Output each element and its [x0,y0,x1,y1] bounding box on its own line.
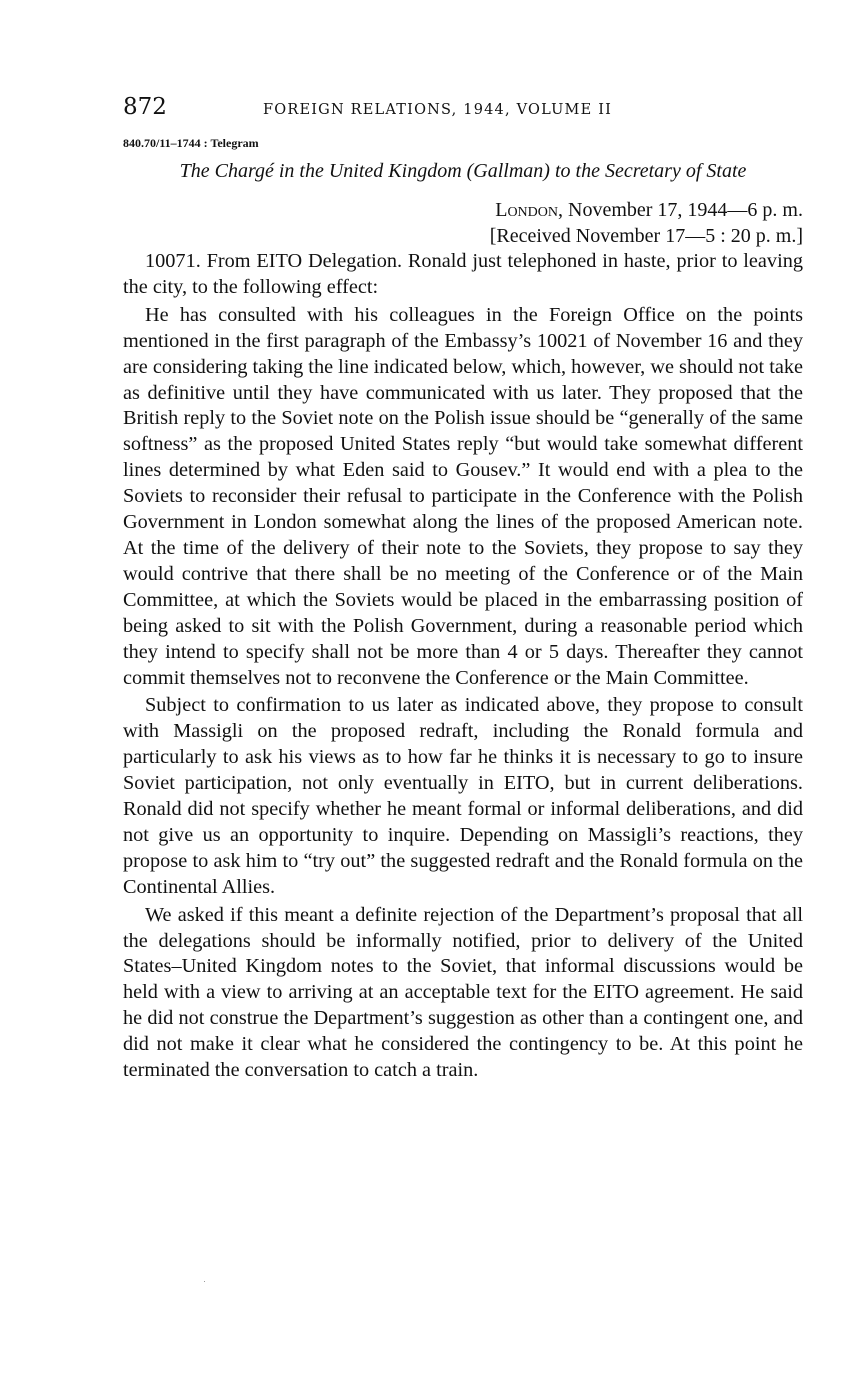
page-number: 872 [123,94,167,120]
paragraph: 10071. From EITO Delegation. Ronald just telephoned in haste, prior to leaving the city, to the following effect: [123,250,803,298]
dateline [123,197,803,249]
scan-speck [204,1281,205,1282]
document-title: The Chargé in the United Kingdom (Gallman) to the Secretary of State [179,160,747,182]
paragraph: He has consulted with his colleagues in the Foreign Office on the points mentioned in the first paragraph of the Embassy’s 10021 of November 16 and they are considering taking the line indicated below, which, however, we should not take as definitive until they have communicated with us later. They proposed that the British reply to the Soviet note on the Polish issue should be “generally of the same softness” as the proposed United States reply “but would take somewhat different lines determined by what Eden said to Gousev.” It would end with a plea to the Soviets to reconsider their refusal to participate in the Conference with the Polish Government in London somewhat along the lines of the proposed American note. At the time of the delivery of their note to the Soviets, they propose to say they would contrive that there shall be no meeting of the Conference or of the Main Committee, at which the Soviets would be placed in the embarrassing position of being asked to sit with the Polish Government, during a reasonable period which they intend to specify shall not be more than 4 or 5 days. Thereafter they cannot commit themselves not to reconvene the Conference or the Main Committee. [123,303,803,689]
dateline-received: [Received November 17—5 : 20 p. m.] [489,225,803,247]
page-content [123,94,803,1084]
paragraph: We asked if this meant a definite rejection of the Department’s proposal that all the delegations should be informally notified, prior to delivery of the United States–United Kingdom notes to the Soviet, that informal discussions would be held with a view to arriving at an acceptable text for the EITO agreement. He said he did not construe the Department’s suggestion as other than a contingent one, and did not make it clear what he considered the contingency to be. At this point he terminated the conversation to catch a train. [123,903,803,1082]
dateline-date: , November 17, 1944—6 p. m. [558,199,803,221]
file-reference: 840.70/11–1744 : Telegram [123,136,259,150]
paragraph: Subject to confirmation to us later as indicated above, they propose to consult with Massigli on the proposed redraft, including the Ronald formula and particularly to ask his views as to how far he thinks it is necessary to go to insure Soviet participation, not only eventually in EITO, but in current deliberations. Ronald did not specify whether he meant formal or informal deliberations, and did not give us an opportunity to inquire. Depending on Massigli’s reactions, they propose to ask him to “try out” the suggested redraft and the Ronald formula on the Continental Allies. [123,694,803,898]
running-header [123,94,803,128]
telegram-body [123,249,803,1084]
running-title: FOREIGN RELATIONS, 1944, VOLUME II [263,102,613,118]
dateline-place: London [495,199,559,221]
dateline-sent [123,197,803,223]
